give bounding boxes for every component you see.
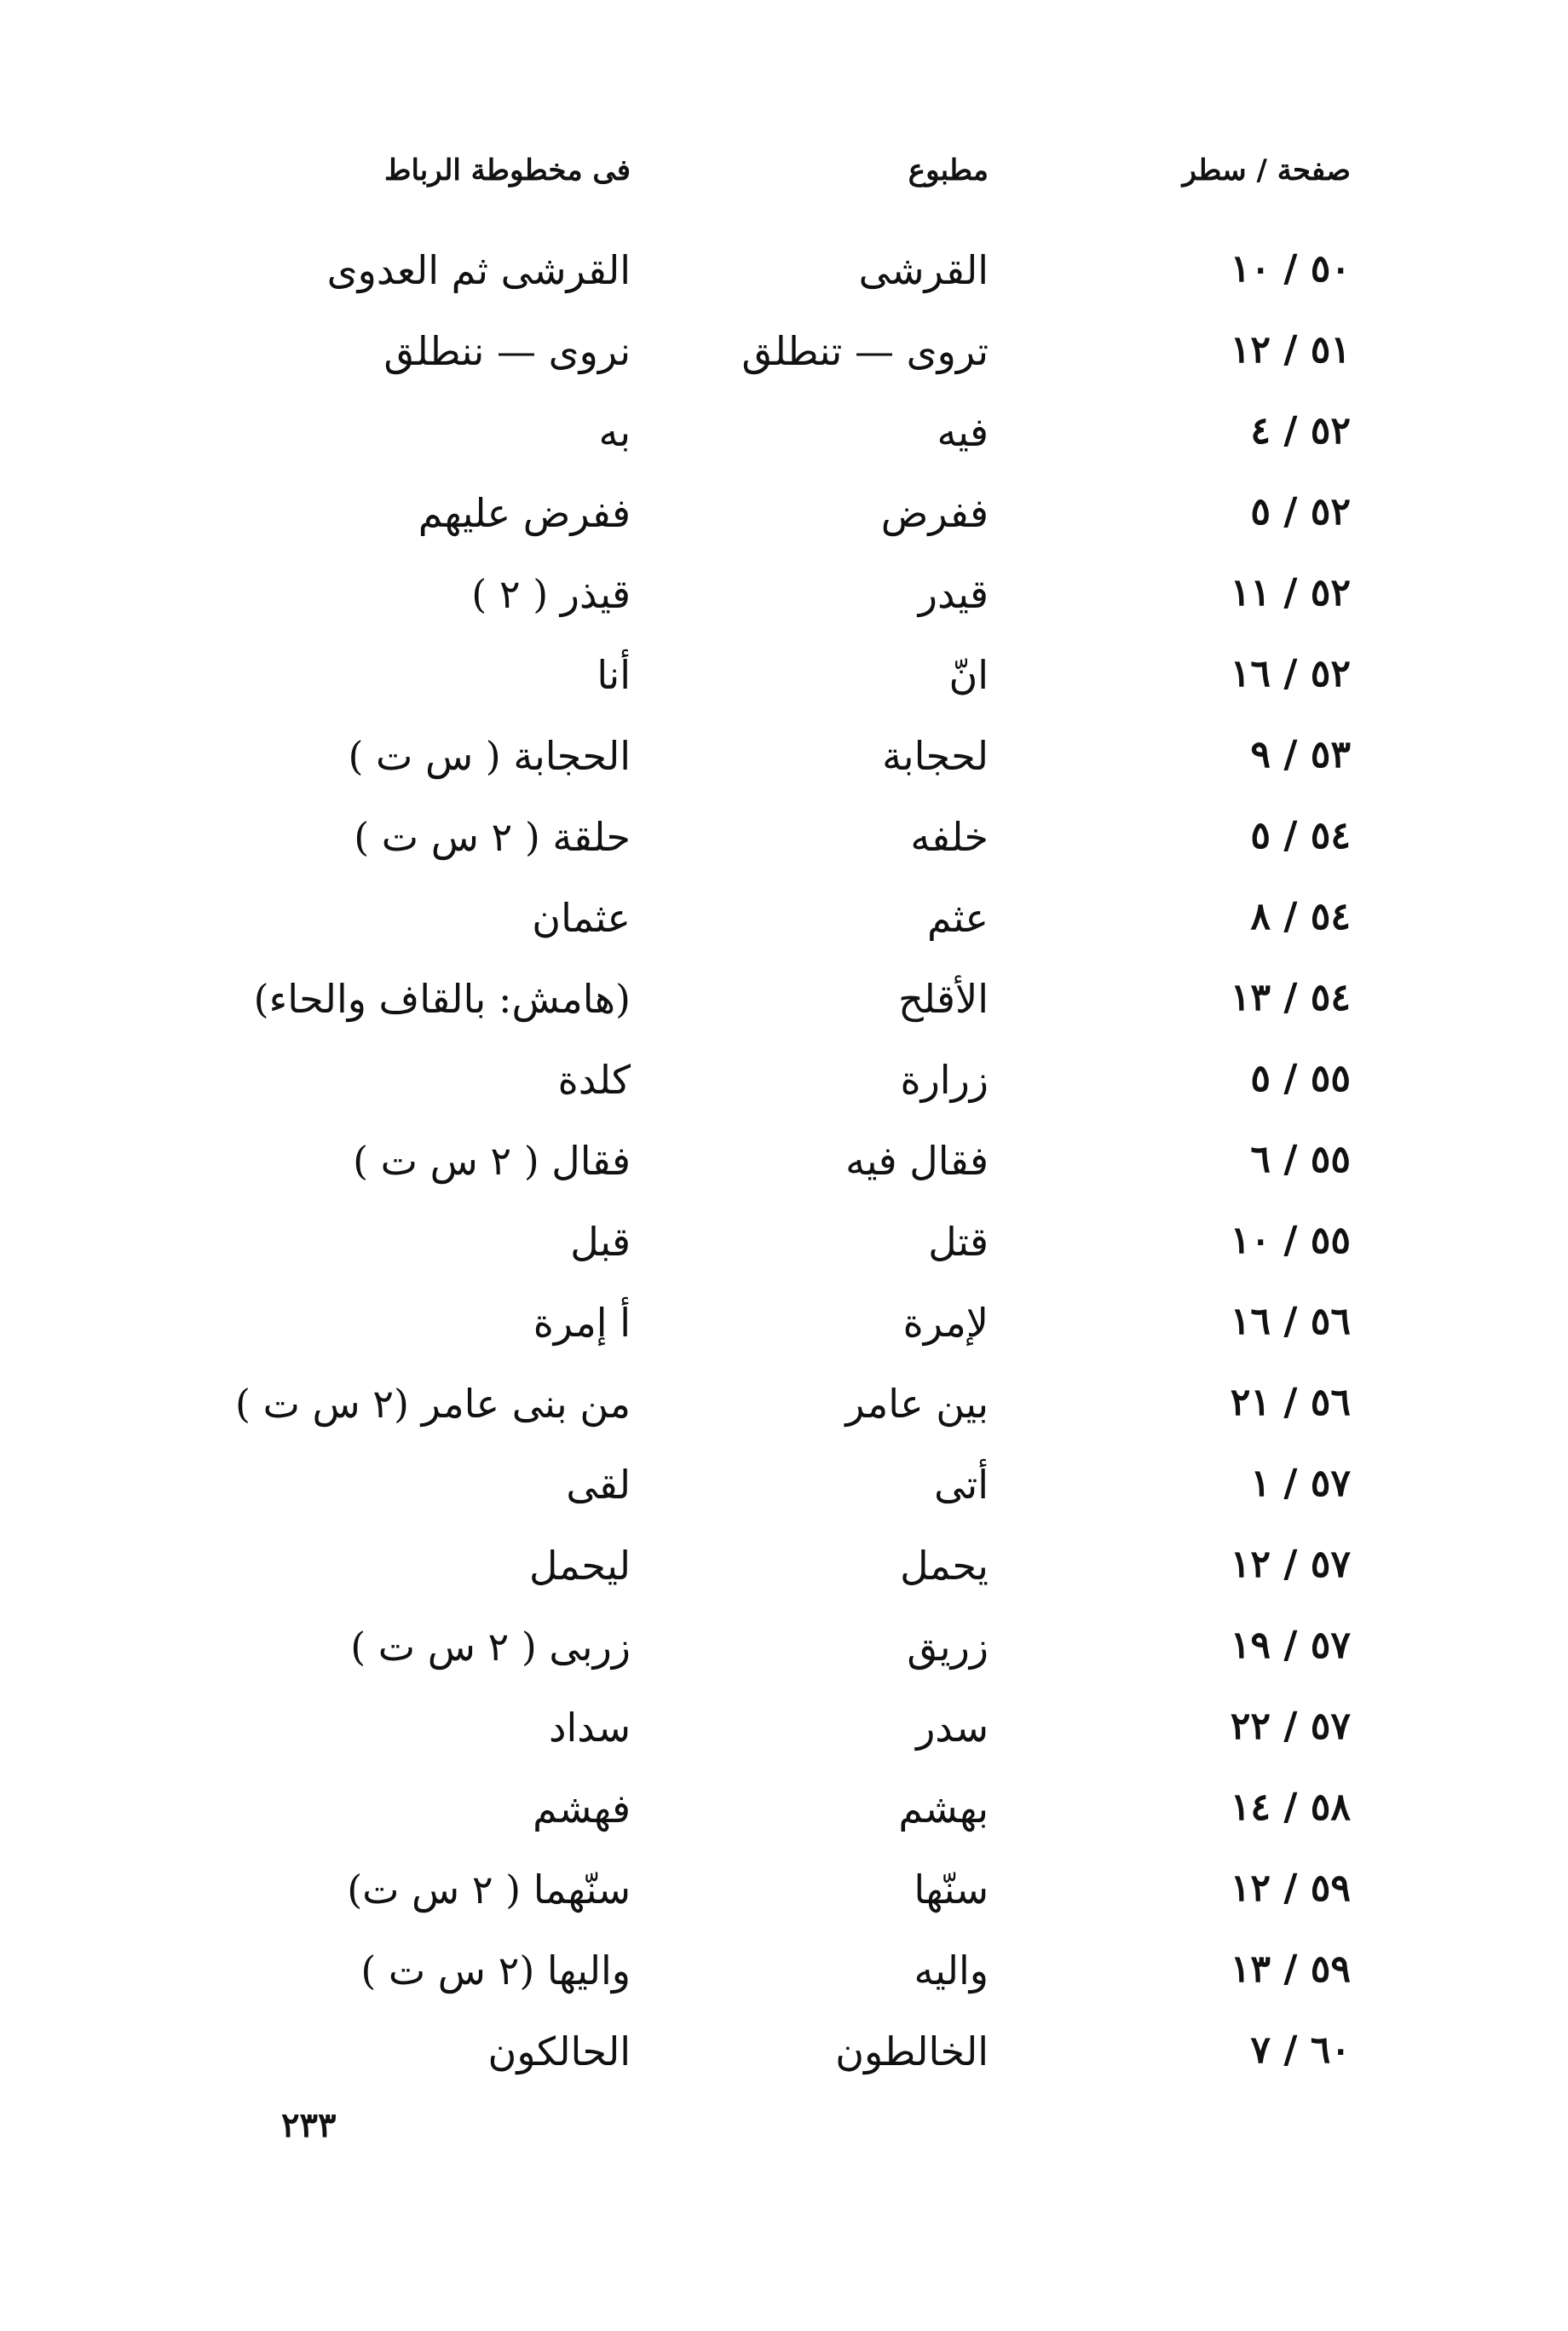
header-printed: مطبوع [908,153,989,188]
row-ref: ٥٧ / ٢٢ [1230,1705,1351,1748]
table-row [0,724,1568,805]
table-row [0,1696,1568,1777]
row-manuscript: نروى — ننطلق [383,328,631,374]
table-row [0,320,1568,401]
row-manuscript: قيذر ( ٢ ) [471,571,631,617]
row-ref: ٥٢ / ١١ [1230,571,1351,614]
row-ref: ٥٩ / ١٢ [1230,1867,1351,1910]
row-manuscript: لقى [566,1462,631,1508]
table-row [0,1372,1568,1453]
table-row [0,401,1568,482]
table-row [0,1858,1568,1939]
table-header [0,145,1568,196]
page-number: ٢٣٣ [281,2105,337,2145]
table-row [0,239,1568,320]
table-row [0,643,1568,724]
row-manuscript: واليها (٢ س ت ) [360,1947,631,1993]
table-body [0,239,1568,2101]
table-row [0,1291,1568,1372]
row-ref: ٥٧ / ١٢ [1230,1543,1351,1586]
table-row [0,2020,1568,2101]
row-ref: ٥٤ / ١٣ [1230,976,1351,1019]
row-printed: بهشم [898,1786,989,1832]
row-manuscript: (هامش: بالقاف والحاء) [253,976,631,1022]
row-ref: ٥٦ / ٢١ [1230,1381,1351,1424]
row-ref: ٥٩ / ١٣ [1230,1947,1351,1991]
table-row [0,563,1568,643]
row-ref: ٥٥ / ٥ [1250,1057,1351,1100]
row-manuscript: عثمان [532,895,631,941]
row-manuscript: قبل [570,1219,631,1265]
row-printed: تروى — تنطلق [741,328,989,374]
table-row [0,1534,1568,1615]
row-printed: عثم [927,895,989,941]
row-manuscript: القرشى ثم العدوى [326,247,631,293]
table-row [0,1129,1568,1210]
row-ref: ٥٧ / ١ [1250,1462,1351,1505]
row-printed: الأقلح [898,976,989,1022]
row-printed: فقال فيه [845,1138,989,1184]
row-manuscript: ففرض عليهم [418,490,631,536]
row-printed: زريق [907,1624,989,1670]
row-printed: سنّها [914,1867,989,1913]
table-row [0,886,1568,967]
row-printed: سدر [916,1705,989,1751]
row-ref: ٥٦ / ١٦ [1230,1300,1351,1343]
row-printed: قتل [928,1219,989,1265]
row-printed: زرارة [900,1057,989,1103]
row-ref: ٥٢ / ٥ [1250,490,1351,534]
row-manuscript: فهشم [533,1786,631,1832]
row-manuscript: فقال ( ٢ س ت ) [353,1138,631,1184]
row-printed: ففرض [880,490,989,536]
row-ref: ٥٧ / ١٩ [1230,1624,1351,1667]
row-printed: فيه [937,409,989,455]
row-manuscript: به [598,409,631,455]
row-printed: انّ [948,652,989,698]
row-manuscript: كلدة [557,1057,631,1103]
row-printed: لحجابة [882,733,989,779]
row-ref: ٥٤ / ٥ [1250,814,1351,857]
row-ref: ٥٨ / ١٤ [1230,1786,1351,1829]
row-ref: ٥٠ / ١٠ [1230,247,1351,291]
row-manuscript: من بنى عامر (٢ س ت ) [235,1381,631,1427]
table-row [0,805,1568,886]
row-manuscript: أنا [597,652,631,698]
row-printed: لإمرة [902,1300,989,1346]
table-row [0,1210,1568,1291]
row-manuscript: ليحمل [528,1543,631,1589]
row-manuscript: سنّهما ( ٢ س ت) [347,1867,631,1913]
table-row [0,1777,1568,1858]
table-row [0,1453,1568,1534]
row-printed: القرشى [858,247,989,293]
row-manuscript: زربى ( ٢ س ت ) [350,1624,631,1670]
table-row [0,482,1568,563]
row-printed: واليه [914,1947,989,1993]
row-printed: أتى [934,1462,989,1508]
row-ref: ٥٣ / ٩ [1250,733,1351,776]
row-ref: ٥١ / ١٢ [1230,328,1351,372]
header-ref: صفحة / سطر [1182,153,1351,188]
table-row [0,967,1568,1048]
row-ref: ٦٠ / ٧ [1250,2028,1351,2072]
row-printed: خلفه [910,814,989,860]
row-ref: ٥٥ / ٦ [1250,1138,1351,1181]
row-manuscript: سداد [549,1705,631,1751]
row-printed: الخالطون [835,2028,989,2074]
row-printed: يحمل [900,1543,989,1589]
row-ref: ٥٢ / ٤ [1250,409,1351,453]
row-printed: قيدر [918,571,989,617]
row-ref: ٥٢ / ١٦ [1230,652,1351,695]
row-manuscript: الحالكون [487,2028,631,2074]
table-row [0,1615,1568,1696]
row-manuscript: الحجابة ( س ت ) [348,733,631,779]
header-manuscript: فى مخطوطة الرباط [384,153,631,188]
row-printed: بين عامر [845,1381,989,1427]
row-manuscript: حلقة ( ٢ س ت ) [354,814,631,860]
row-manuscript: أ إمرة [533,1300,631,1346]
table-row [0,1048,1568,1129]
row-ref: ٥٥ / ١٠ [1230,1219,1351,1262]
row-ref: ٥٤ / ٨ [1250,895,1351,938]
table-row [0,1939,1568,2020]
